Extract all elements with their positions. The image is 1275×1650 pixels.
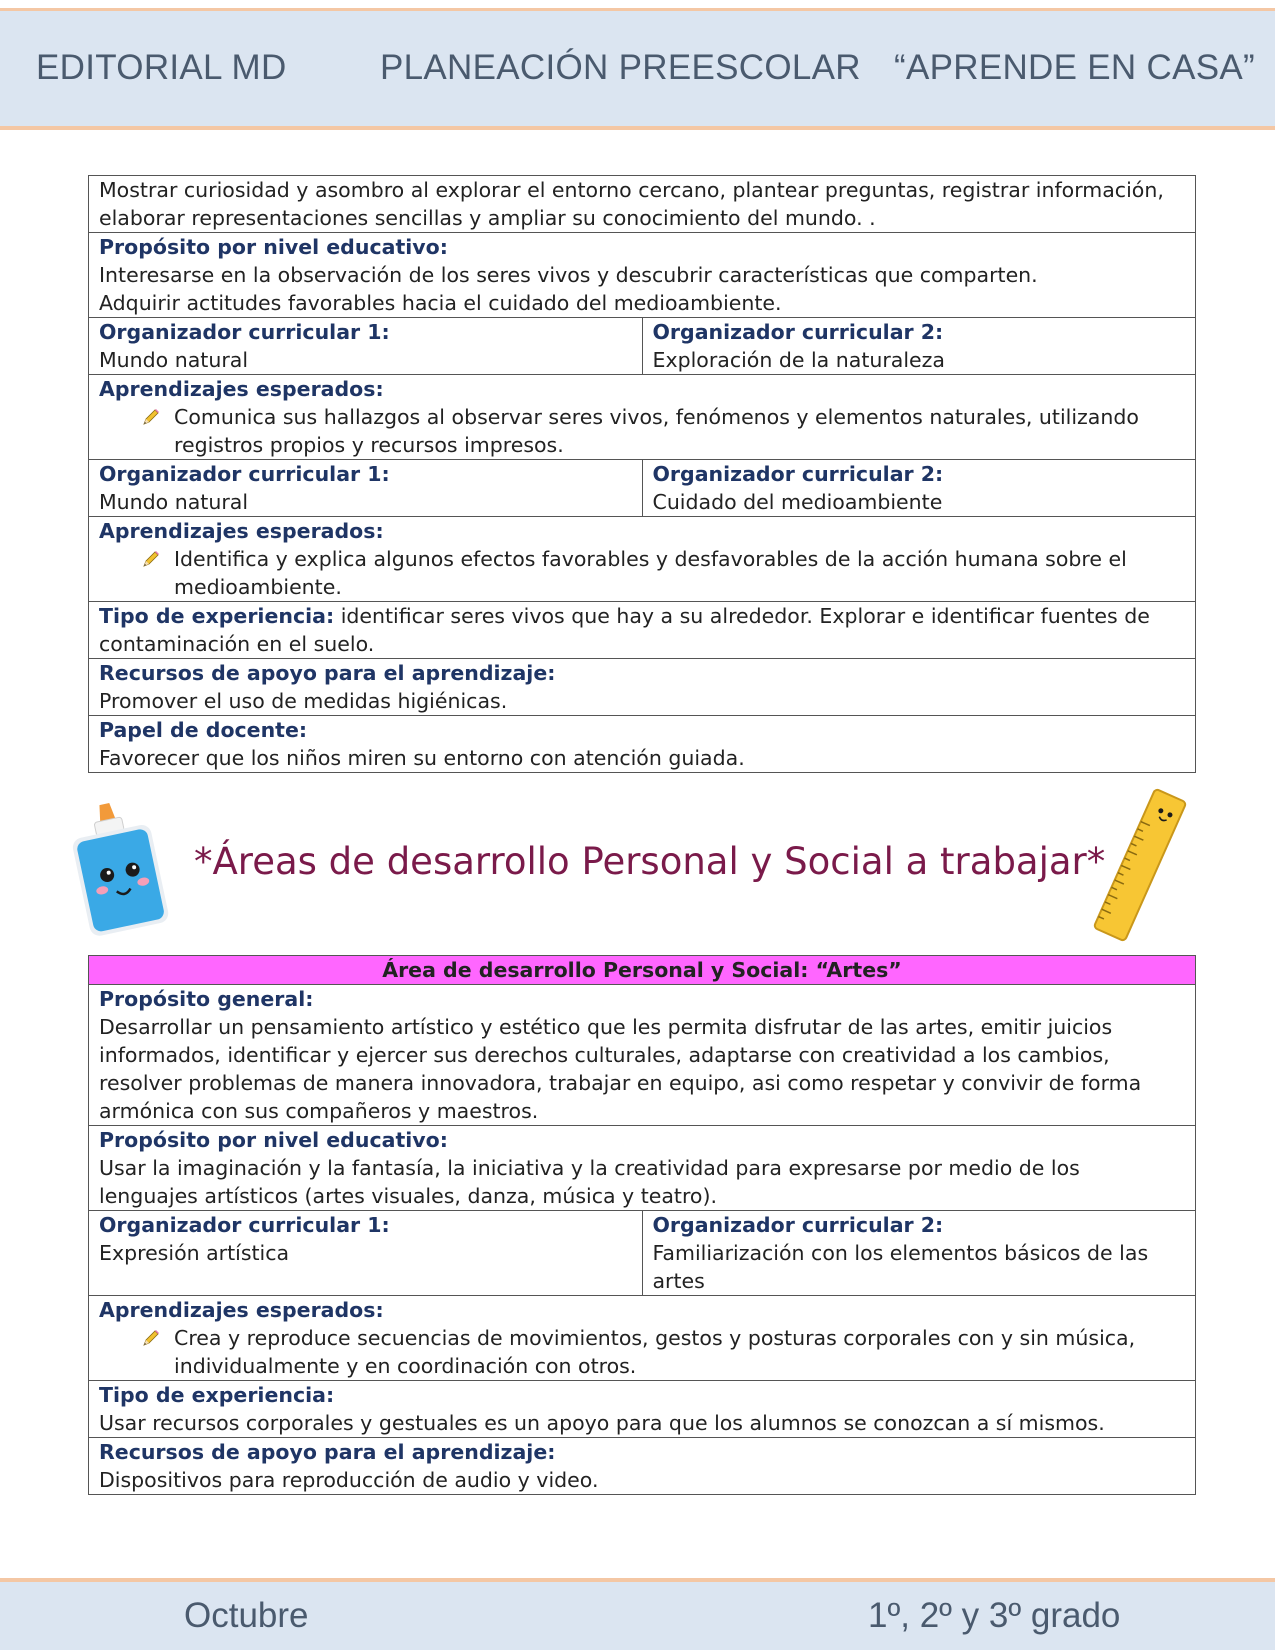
footer-grades: 1º, 2º y 3º grado [868,1596,1121,1635]
ruler-icon [1085,785,1195,945]
table-row [89,1126,1196,1211]
org1-label: Organizador curricular 1: [99,320,390,344]
tipo-value: Usar recursos corporales y gestuales es un apoyo para que los alumnos se conozcan a sí mismos. [99,1411,1105,1435]
recursos-label: Recursos de apoyo para el aprendizaje: [99,661,556,685]
table-row [89,956,1196,985]
aprendizaje-text: Comunica sus hallazgos al observar seres vivos, fenómenos y elementos naturales, utilizando registros propios y recursos impresos. [174,405,1139,457]
area-heading: Área de desarrollo Personal y Social: “Artes” [89,956,1196,985]
proposito-general-value: Desarrollar un pensamiento artístico y estético que les permita disfrutar de las artes, emitir juicios informados, identificar y ejercer sus derechos culturales, adaptarse con creatividad a los cambios, resolver problemas de manera innovadora, trabajar en equipo, asi como respetar y convivir de forma armónica con sus compañeros y maestros. [99,1015,1142,1123]
proposito-nivel-label: Propósito por nivel educativo: [99,235,448,259]
proposito-general-label: Propósito general: [99,987,314,1011]
table-row [89,716,1196,773]
page-header [0,8,1275,130]
org2-value: Familiarización con los elementos básicos de las artes [652,1241,1149,1293]
org1-label: Organizador curricular 1: [99,1213,390,1237]
table-row [89,1438,1196,1495]
table-row [89,233,1196,318]
org1-value: Mundo natural [99,348,249,372]
section-title: *Áreas de desarrollo Personal y Social a trabajar* [194,840,1106,883]
aprendizaje-text: Crea y reproduce secuencias de movimientos, gestos y posturas corporales con y sin música, individualmente y en coordinación con otros. [174,1326,1136,1378]
pencil-icon [141,549,161,569]
org2-label: Organizador curricular 2: [652,320,944,344]
header-publisher: EDITORIAL MD [36,48,287,87]
papel-label: Papel de docente: [99,718,308,742]
aprendizaje-item [99,403,1185,459]
pencil-icon [141,1328,161,1348]
org1b-label: Organizador curricular 1: [99,462,390,486]
table-row [89,1381,1196,1438]
table-row [89,460,1196,517]
aprendizajes2-label: Aprendizajes esperados: [99,519,384,543]
aprendizajes-label: Aprendizajes esperados: [99,1298,384,1322]
footer-month: Octubre [184,1596,309,1635]
proposito-nivel-value: Usar la imaginación y la fantasía, la iniciativa y la creatividad para expresarse por medio de los lenguajes artísticos (artes visuales, danza, música y teatro). [99,1156,1080,1208]
aprendizaje-item [99,545,1185,601]
table-row [89,517,1196,602]
table-row [89,659,1196,716]
intro-cell: Mostrar curiosidad y asombro al explorar el entorno cercano, plantear preguntas, registrar información, elaborar representaciones sencillas y ampliar su conocimiento del mundo. . [89,176,1196,233]
recursos-label: Recursos de apoyo para el aprendizaje: [99,1440,556,1464]
pencil-icon [141,407,161,427]
org2b-value: Cuidado del medioambiente [652,490,943,514]
org2-label: Organizador curricular 2: [652,1213,944,1237]
table-row [89,985,1196,1126]
proposito-nivel-line-2: Adquirir actitudes favorables hacia el cuidado del medioambiente. [99,291,782,315]
org2-value: Exploración de la naturaleza [652,348,945,372]
table-row [89,318,1196,375]
table-row [89,375,1196,460]
tipo-value: identificar seres vivos que hay a su alrededor. Explorar e identificar fuentes de contaminación en el suelo. [99,604,1150,656]
table-row [89,1296,1196,1381]
recursos-value: Dispositivos para reproducción de audio y video. [99,1468,599,1492]
org1-value: Expresión artística [99,1241,290,1265]
table-row [89,176,1196,233]
planning-table-2 [88,955,1196,1495]
recursos-value: Promover el uso de medidas higiénicas. [99,689,508,713]
papel-value: Favorecer que los niños miren su entorno con atención guiada. [99,746,745,770]
proposito-nivel-line-1: Interesarse en la observación de los seres vivos y descubrir características que comparten. [99,263,1038,287]
proposito-nivel-label: Propósito por nivel educativo: [99,1128,448,1152]
org2b-label: Organizador curricular 2: [652,462,944,486]
table-row [89,602,1196,659]
header-title: PLANEACIÓN PREESCOLAR [380,48,861,87]
planning-table-1 [88,175,1196,773]
tipo-label: Tipo de experiencia: [99,1383,335,1407]
header-program: “APRENDE EN CASA” [894,48,1255,87]
aprendizajes-label: Aprendizajes esperados: [99,377,384,401]
org1b-value: Mundo natural [99,490,249,514]
glue-bottle-icon [68,798,174,938]
tipo-label: Tipo de experiencia: [99,604,335,628]
table-row [89,1211,1196,1296]
aprendizaje-text: Identifica y explica algunos efectos favorables y desfavorables de la acción humana sobre el medioambiente. [174,547,1127,599]
aprendizaje-item [99,1324,1185,1380]
page-footer [0,1578,1275,1650]
